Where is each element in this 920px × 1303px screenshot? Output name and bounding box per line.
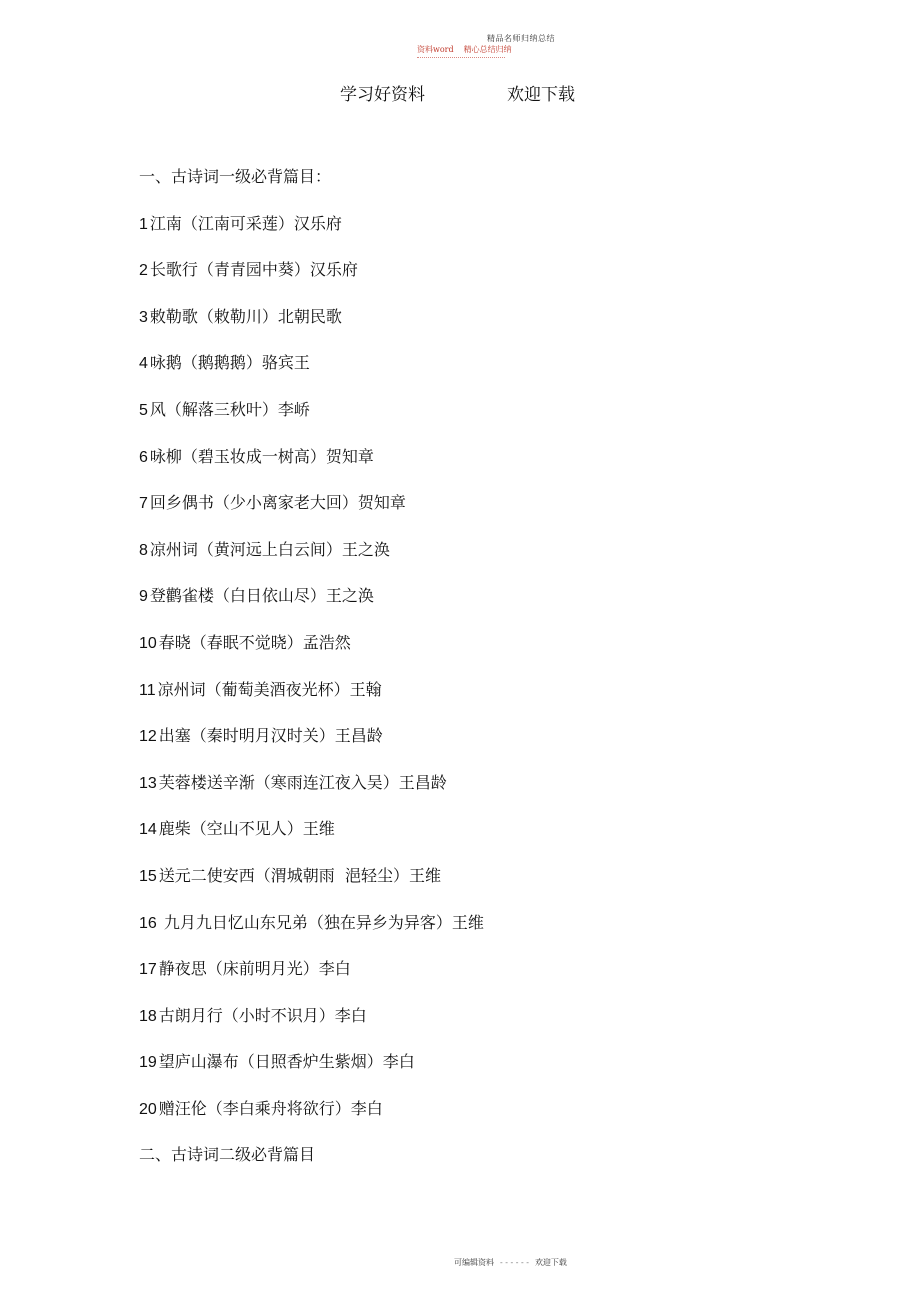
poem-text: 古朗月行（小时不识月）李白 <box>158 1005 367 1025</box>
page-footer <box>454 1257 567 1268</box>
poem-item <box>139 952 859 999</box>
poem-number: 16 <box>139 914 157 932</box>
poem-number: 6 <box>139 448 148 466</box>
poem-number: 14 <box>139 821 157 839</box>
header-top-right: 精品名师归纳总结 <box>487 34 555 43</box>
poem-item <box>139 1092 859 1139</box>
poem-text: 回乡偶书（少小离家老大回）贺知章 <box>149 493 406 513</box>
poem-text: 凉州词（葡萄美酒夜光杯）王翰 <box>157 679 382 699</box>
poem-item <box>139 300 859 347</box>
poem-number: 15 <box>139 867 157 885</box>
poem-item <box>139 906 859 953</box>
poem-item <box>139 1045 859 1092</box>
poem-item <box>139 812 859 859</box>
poem-item <box>139 393 859 440</box>
footer-dashes: - - - - - - <box>500 1258 529 1267</box>
poem-list <box>139 207 859 1139</box>
header-red-right: 精心总结归纳 <box>463 45 512 54</box>
poem-text: 凉州词（黄河远上白云间）王之涣 <box>149 539 390 559</box>
poem-text: 鹿柴（空山不见人）王维 <box>158 819 335 839</box>
section-heading-1: 一、古诗词一级必背篇目： <box>139 167 332 186</box>
poem-number: 1 <box>139 215 148 233</box>
poem-text: 静夜思（床前明月光）李白 <box>158 959 351 979</box>
poem-text: 咏柳（碧玉妆成一树高）贺知章 <box>149 446 374 466</box>
title-left: 学习好资料 <box>340 85 425 105</box>
poem-item <box>139 626 859 673</box>
poem-text: 送元二使安西（渭城朝雨 浥轻尘）王维 <box>158 865 441 885</box>
poem-item <box>139 719 859 766</box>
poem-number: 20 <box>139 1100 157 1118</box>
poem-item <box>139 673 859 720</box>
poem-text: 春晓（春眠不觉晓）孟浩然 <box>158 632 351 652</box>
poem-number: 9 <box>139 588 148 606</box>
poem-item <box>139 579 859 626</box>
footer-left: 可编辑资料 <box>454 1258 494 1267</box>
poem-number: 4 <box>139 355 148 373</box>
poem-text: 江南（江南可采莲）汉乐府 <box>149 213 342 233</box>
section-heading-2: 二、古诗词二级必背篇目 <box>139 1145 316 1165</box>
poem-number: 12 <box>139 728 157 746</box>
poem-text: 望庐山瀑布（日照香炉生紫烟）李白 <box>158 1052 415 1072</box>
poem-item <box>139 346 859 393</box>
poem-text: 九月九日忆山东兄弟（独在异乡为异客）王维 <box>158 912 484 932</box>
poem-text: 长歌行（青青园中葵）汉乐府 <box>149 260 358 280</box>
poem-number: 3 <box>139 308 148 326</box>
poem-item <box>139 766 859 813</box>
poem-text: 芙蓉楼送辛渐（寒雨连江夜入吴）王昌龄 <box>158 772 447 792</box>
poem-item <box>139 859 859 906</box>
poem-number: 5 <box>139 401 148 419</box>
poem-text: 登鹳雀楼（白日依山尽）王之涣 <box>149 586 374 606</box>
poem-item <box>139 999 859 1046</box>
poem-number: 11 <box>139 681 156 699</box>
header-red-left: 资料word <box>417 45 454 54</box>
footer-right: 欢迎下载 <box>534 1258 567 1267</box>
poem-text: 风（解落三秋叶）李峤 <box>149 399 310 419</box>
poem-number: 18 <box>139 1007 157 1025</box>
content <box>139 160 859 1185</box>
poem-item <box>139 440 859 487</box>
poem-number: 19 <box>139 1054 157 1072</box>
poem-item <box>139 207 859 254</box>
poem-number: 7 <box>139 495 148 513</box>
title-right: 欢迎下载 <box>507 85 575 105</box>
poem-item <box>139 486 859 533</box>
poem-item <box>139 253 859 300</box>
poem-number: 17 <box>139 961 157 979</box>
poem-number: 2 <box>139 262 148 280</box>
poem-text: 赠汪伦（李白乘舟将欲行）李白 <box>158 1098 383 1118</box>
poem-text: 敕勒歌（敕勒川）北朝民歌 <box>149 306 342 326</box>
poem-text: 出塞（秦时明月汉时关）王昌龄 <box>158 726 383 746</box>
poem-number: 8 <box>139 541 148 559</box>
poem-number: 10 <box>139 634 157 652</box>
poem-item <box>139 533 859 580</box>
header-red-line <box>417 44 512 55</box>
poem-text: 咏鹅（鹅鹅鹅）骆宾王 <box>149 353 310 373</box>
poem-number: 13 <box>139 774 157 792</box>
header-dotted-rule <box>417 57 505 58</box>
